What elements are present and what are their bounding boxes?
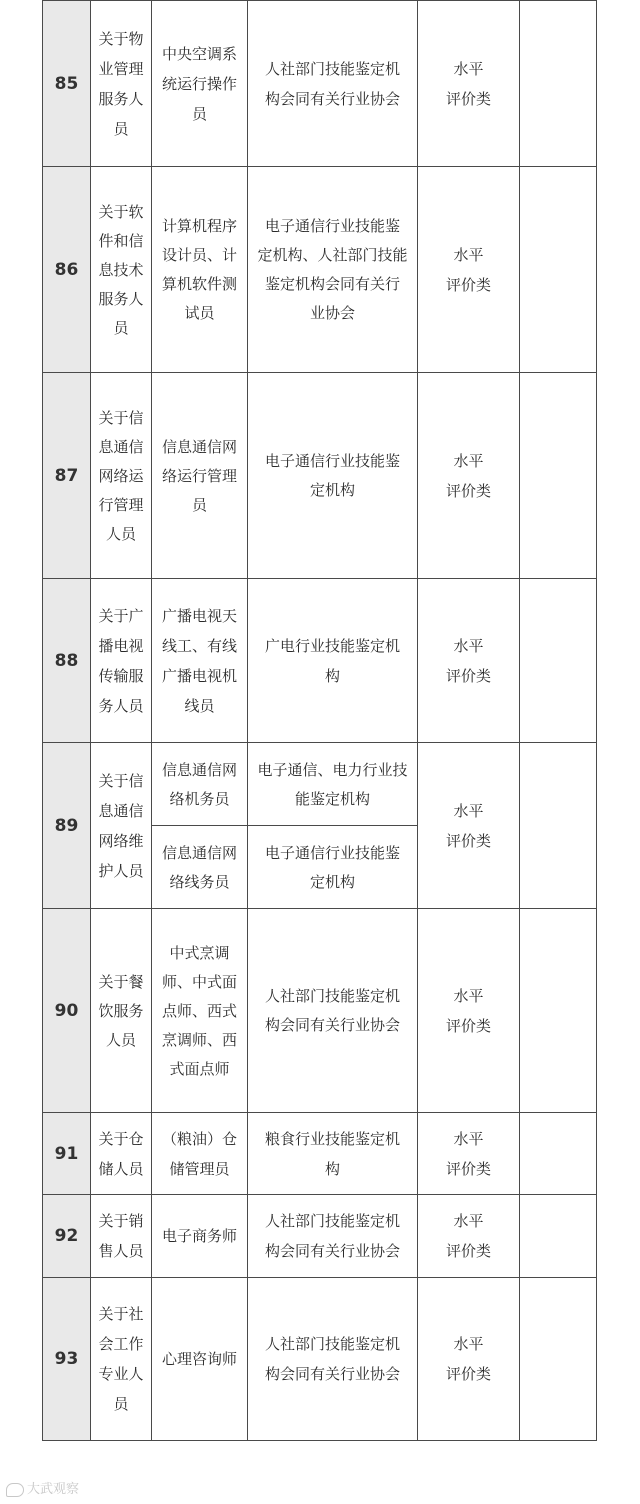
table-row (43, 579, 597, 743)
category-cell-line: 关于广 (98, 606, 144, 625)
institution-cell-line: 人社部门技能鉴定机 (264, 1335, 400, 1353)
occupation-cell (152, 373, 248, 579)
category-cell-line: 行管理 (98, 495, 144, 514)
occupation-cell-line: 广播电视机 (161, 666, 237, 685)
occupation-cell-line: 心理咨询师 (161, 1350, 237, 1368)
evaluation-type-cell-line: 评价类 (445, 1016, 491, 1035)
category-cell-line: 储人员 (98, 1159, 144, 1178)
remarks-cell (520, 909, 597, 1113)
occupation-cell (152, 1, 248, 167)
category-cell-line: 网络维 (98, 831, 144, 850)
occupation-cell (152, 1278, 248, 1441)
table-row (43, 1278, 597, 1441)
occupation-cell-line: 员 (191, 104, 207, 123)
institution-cell-line: 构会同有关行业协会 (264, 89, 400, 108)
category-cell (91, 373, 152, 579)
institution-cell-line: 电子通信、电力行业技 (257, 760, 408, 779)
evaluation-type-cell (418, 1, 520, 167)
evaluation-type-cell-line: 水平 (453, 59, 484, 78)
institution-cell-line: 电子通信行业技能鉴 (264, 452, 400, 470)
category-cell (91, 1278, 152, 1441)
institution-cell (248, 167, 418, 373)
evaluation-type-cell-line: 水平 (453, 451, 484, 470)
category-cell-line: 息通信 (98, 437, 144, 456)
row-number: 92 (43, 1195, 91, 1278)
evaluation-type-cell (418, 373, 520, 579)
category-cell-line: 件和信 (98, 231, 144, 250)
institution-cell (248, 743, 418, 826)
row-number: 85 (43, 1, 91, 167)
evaluation-type-cell-line: 评价类 (445, 831, 491, 850)
row-number: 93 (43, 1278, 91, 1441)
category-cell-line: 关于信 (98, 408, 144, 427)
occupation-cell-line: 线工、有线 (161, 636, 237, 655)
evaluation-type-cell (418, 743, 520, 909)
institution-cell (248, 826, 418, 909)
category-cell-line: 饮服务 (98, 1001, 144, 1020)
institution-cell-line: 人社部门技能鉴定机 (264, 987, 400, 1005)
occupation-cell-line: 师、中式面 (161, 972, 237, 991)
institution-cell-line: 构会同有关行业协会 (264, 1242, 400, 1260)
evaluation-type-cell-line: 评价类 (445, 1159, 491, 1178)
category-cell-line: 务人员 (98, 696, 144, 715)
evaluation-type-cell (418, 909, 520, 1113)
category-cell-line: 关于信 (98, 771, 144, 790)
occupation-cell-line: 广播电视天 (161, 606, 237, 625)
category-cell-line: 播电视 (98, 636, 144, 655)
institution-cell-line: 定机构 (309, 872, 355, 891)
evaluation-type-cell-line: 评价类 (445, 1365, 491, 1383)
category-cell-line: 人员 (105, 1030, 136, 1049)
category-cell-line: 售人员 (98, 1242, 144, 1260)
occupation-cell-line: 线员 (184, 696, 215, 715)
occupation-cell-line: 信息通信网 (161, 760, 237, 779)
table-body (43, 1, 597, 1441)
institution-cell-line: 定机构 (309, 481, 355, 499)
row-number: 87 (43, 373, 91, 579)
evaluation-type-cell (418, 1113, 520, 1195)
category-cell (91, 909, 152, 1113)
evaluation-type-cell (418, 1195, 520, 1278)
occupation-cell (152, 743, 248, 826)
table-row (43, 1, 597, 167)
evaluation-type-cell-line: 水平 (453, 245, 484, 264)
watermark (6, 1478, 79, 1497)
category-cell (91, 743, 152, 909)
institution-cell-line: 能鉴定机构 (294, 789, 370, 808)
occupation-cell-line: 点师、西式 (161, 1001, 237, 1020)
category-cell-line: 护人员 (98, 861, 144, 880)
evaluation-type-cell-line: 水平 (453, 1335, 484, 1353)
category-cell (91, 1, 152, 167)
institution-cell-line: 广电行业技能鉴定机 (264, 636, 400, 655)
evaluation-type-cell-line: 水平 (453, 1129, 484, 1148)
category-cell-line: 专业人 (98, 1365, 144, 1383)
occupation-cell-line: 络线务员 (169, 872, 230, 891)
category-cell-line: 关于软 (98, 202, 144, 221)
institution-cell-line: 构会同有关行业协会 (264, 1016, 400, 1034)
occupation-cell-line: 算机软件测 (161, 275, 237, 293)
occupation-cell-line: 统运行操作 (161, 74, 237, 93)
weibo-logo-icon (6, 1483, 24, 1497)
institution-cell-line: 定机构、人社部门技能 (257, 246, 408, 264)
table-row (43, 373, 597, 579)
occupation-cell-line: 储管理员 (169, 1159, 230, 1178)
table-row (43, 167, 597, 373)
watermark-text: 大武观察 (27, 1482, 80, 1497)
remarks-cell (520, 579, 597, 743)
remarks-cell (520, 1, 597, 167)
remarks-cell (520, 1113, 597, 1195)
qualification-table-container (42, 0, 597, 1441)
row-number: 88 (43, 579, 91, 743)
category-cell-line: 员 (113, 1395, 129, 1413)
occupation-cell-line: 信息通信网 (161, 437, 237, 456)
evaluation-type-cell (418, 167, 520, 373)
occupation-cell-line: 员 (191, 495, 207, 514)
institution-cell-line: 电子通信行业技能鉴 (264, 843, 400, 862)
institution-cell (248, 1, 418, 167)
remarks-cell (520, 373, 597, 579)
category-cell-line: 服务人 (98, 289, 144, 308)
category-cell-line: 息通信 (98, 801, 144, 820)
institution-cell-line: 人社部门技能鉴定机 (264, 59, 400, 78)
remarks-cell (520, 743, 597, 909)
occupation-cell-line: 式面点师 (169, 1059, 230, 1078)
institution-cell-line: 人社部门技能鉴定机 (264, 1212, 400, 1230)
occupation-cell (152, 579, 248, 743)
category-cell (91, 579, 152, 743)
occupation-cell-line: 设计员、计 (161, 246, 237, 264)
evaluation-type-cell-line: 评价类 (445, 481, 491, 500)
category-cell-line: 关于社 (98, 1305, 144, 1323)
occupation-cell (152, 1195, 248, 1278)
evaluation-type-cell-line: 评价类 (445, 89, 491, 108)
evaluation-type-cell-line: 评价类 (445, 275, 491, 294)
institution-cell-line: 粮食行业技能鉴定机 (264, 1129, 400, 1148)
institution-cell-line: 业协会 (309, 304, 355, 322)
occupation-cell-line: 计算机程序 (161, 217, 237, 235)
remarks-cell (520, 1278, 597, 1441)
institution-cell (248, 909, 418, 1113)
institution-cell (248, 579, 418, 743)
category-cell-line: 员 (113, 318, 129, 337)
category-cell (91, 167, 152, 373)
category-cell-line: 传输服 (98, 666, 144, 685)
row-number: 89 (43, 743, 91, 909)
table-row (43, 1195, 597, 1278)
category-cell (91, 1113, 152, 1195)
evaluation-type-cell (418, 579, 520, 743)
occupation-cell-line: 试员 (184, 304, 215, 322)
occupation-cell-line: 电子商务师 (161, 1227, 237, 1245)
evaluation-type-cell-line: 水平 (453, 1212, 484, 1230)
occupation-cell-line: 中式烹调 (169, 943, 230, 962)
institution-cell (248, 1278, 418, 1441)
evaluation-type-cell-line: 评价类 (445, 666, 491, 685)
category-cell-line: 息技术 (98, 260, 144, 279)
row-number: 91 (43, 1113, 91, 1195)
remarks-cell (520, 167, 597, 373)
category-cell-line: 服务人 (98, 89, 144, 108)
category-cell (91, 1195, 152, 1278)
row-number: 86 (43, 167, 91, 373)
category-cell-line: 员 (113, 119, 129, 138)
occupation-cell (152, 167, 248, 373)
table-row (43, 743, 597, 826)
category-cell-line: 关于餐 (98, 972, 144, 991)
evaluation-type-cell-line: 水平 (453, 986, 484, 1005)
category-cell-line: 人员 (105, 524, 136, 543)
occupation-cell (152, 826, 248, 909)
institution-cell-line: 构 (324, 666, 340, 685)
institution-cell-line: 构 (324, 1159, 340, 1178)
occupation-cell-line: （粮油）仓 (161, 1129, 237, 1148)
occupation-cell (152, 1113, 248, 1195)
evaluation-type-cell-line: 水平 (453, 801, 484, 820)
row-number: 90 (43, 909, 91, 1113)
institution-cell-line: 鉴定机构会同有关行 (264, 275, 400, 293)
institution-cell-line: 电子通信行业技能鉴 (264, 217, 400, 235)
category-cell-line: 关于物 (98, 29, 144, 48)
category-cell-line: 会工作 (98, 1335, 144, 1353)
occupation-cell-line: 络机务员 (169, 789, 230, 808)
table-row (43, 909, 597, 1113)
remarks-cell (520, 1195, 597, 1278)
occupation-cell-line: 中央空调系 (161, 44, 237, 63)
qualification-table (42, 0, 597, 1441)
table-row (43, 1113, 597, 1195)
institution-cell (248, 1195, 418, 1278)
category-cell-line: 关于销 (98, 1212, 144, 1230)
occupation-cell-line: 信息通信网 (161, 843, 237, 862)
occupation-cell-line: 烹调师、西 (161, 1030, 237, 1049)
category-cell-line: 关于仓 (98, 1129, 144, 1148)
institution-cell-line: 构会同有关行业协会 (264, 1365, 400, 1383)
occupation-cell (152, 909, 248, 1113)
category-cell-line: 网络运 (98, 466, 144, 485)
occupation-cell-line: 络运行管理 (161, 466, 237, 485)
institution-cell (248, 373, 418, 579)
category-cell-line: 业管理 (98, 59, 144, 78)
institution-cell (248, 1113, 418, 1195)
evaluation-type-cell-line: 水平 (453, 636, 484, 655)
evaluation-type-cell (418, 1278, 520, 1441)
evaluation-type-cell-line: 评价类 (445, 1242, 491, 1260)
